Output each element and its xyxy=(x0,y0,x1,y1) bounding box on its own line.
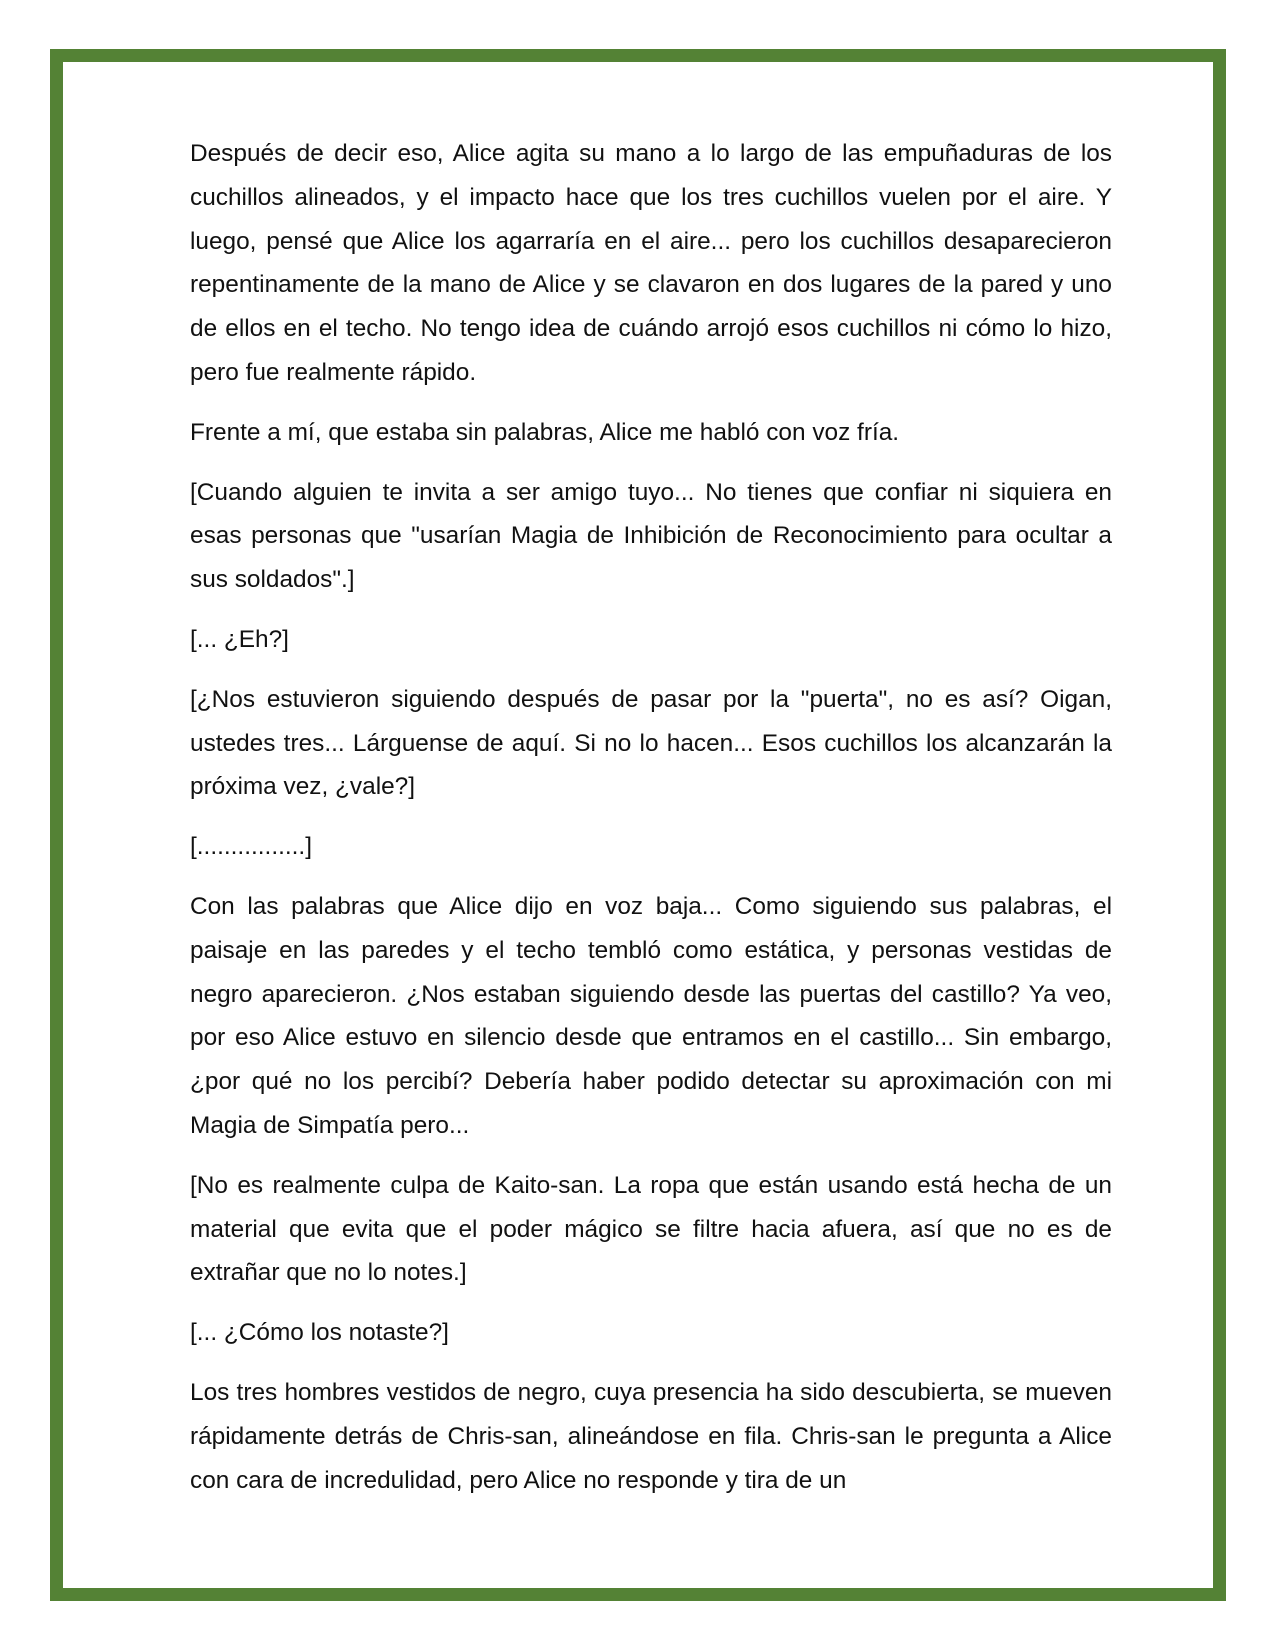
paragraph-8: [No es realmente culpa de Kaito-san. La ropa que están usando está hecha de un material que evita que el poder mágico se filtre hacia afuera, así que no es de extrañar que no lo notes.] xyxy=(190,1171,1112,1287)
paragraph-9: [... ¿Cómo los notaste?] xyxy=(190,1319,449,1347)
paragraph-10: Los tres hombres vestidos de negro, cuya presencia ha sido descubierta, se mueven rápidamente detrás de Chris-san, alineándose en fila. Chris-san le pregunta a Alice con cara de incredulidad, pero Alice no responde y tira de un xyxy=(190,1378,1112,1494)
paragraph-3: [Cuando alguien te invita a ser amigo tuyo... No tienes que confiar ni siquiera en esas personas que "usarían Magia de Inhibición de Reconocimiento para ocultar a sus soldados".] xyxy=(190,478,1112,594)
paragraph-7: Con las palabras que Alice dijo en voz baja... Como siguiendo sus palabras, el paisaje en las paredes y el techo tembló como estática, y personas vestidas de negro aparecieron. ¿Nos estaban siguiendo desde las puertas del castillo? Ya veo, por eso Alice estuvo en silencio desde que entramos en el castillo... Sin embargo, ¿por qué no los percibí? Debería haber podido detectar su aproximación con mi Magia de Simpatía pero... xyxy=(190,892,1112,1139)
paragraph-1: Después de decir eso, Alice agita su mano a lo largo de las empuñaduras de los cuchillos alineados, y el impacto hace que los tres cuchillos vuelen por el aire. Y luego, pensé que Alice los agarraría en el aire... pero los cuchillos desaparecieron repentinamente de la mano de Alice y se clavaron en dos lugares de la pared y uno de ellos en el techo. No tengo idea de cuándo arrojó esos cuchillos ni cómo lo hizo, pero fue realmente rápido. xyxy=(190,140,1112,386)
paragraph-4: [... ¿Eh?] xyxy=(190,625,289,653)
paragraph-6: [................] xyxy=(190,833,312,861)
document-body xyxy=(190,132,1112,1518)
paragraph-5: [¿Nos estuvieron siguiendo después de pasar por la "puerta", no es así? Oigan, ustedes tres... Lárguense de aquí. Si no lo hacen... Esos cuchillos los alcanzarán la próxima vez, ¿vale?] xyxy=(190,685,1112,801)
paragraph-2: Frente a mí, que estaba sin palabras, Alice me habló con voz fría. xyxy=(190,418,900,446)
page-border-frame xyxy=(50,49,1226,1601)
